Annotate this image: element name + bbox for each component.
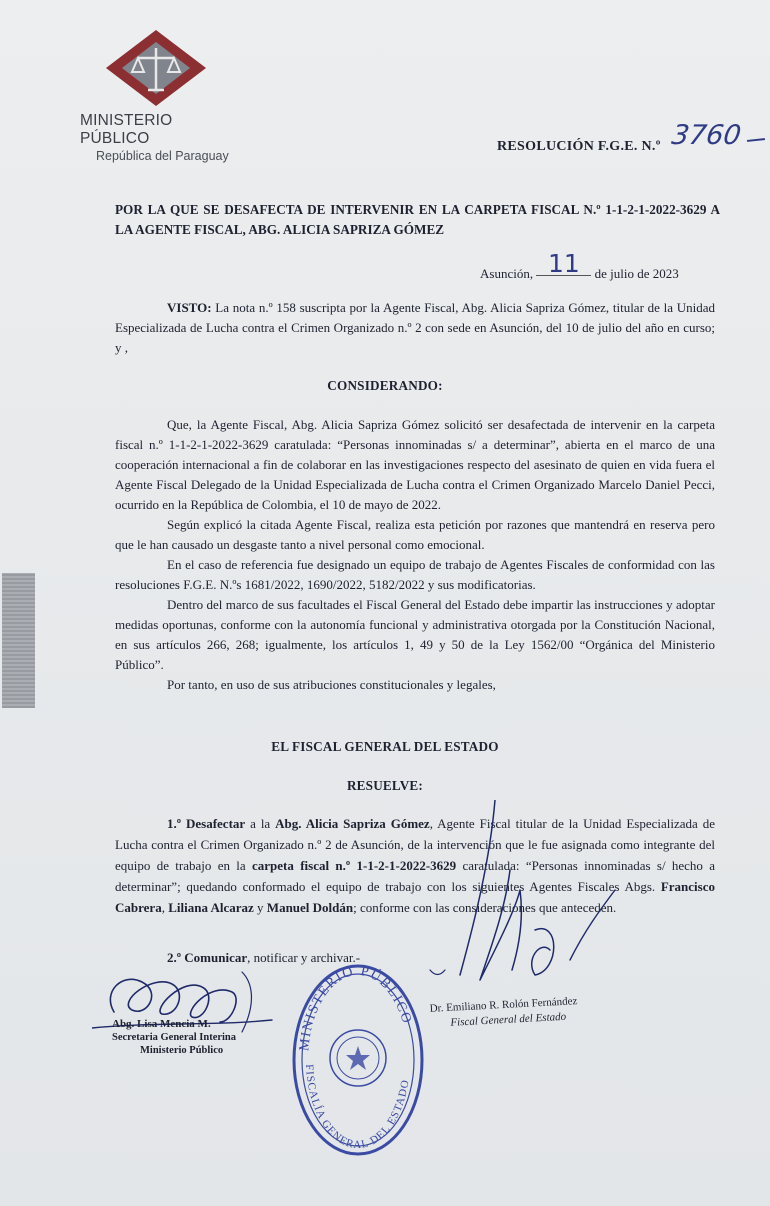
org-country: República del Paraguay [96, 149, 229, 163]
item2-number: 2.º [167, 950, 182, 965]
left-signature-block [112, 1018, 272, 1057]
scales-of-justice-icon [104, 28, 208, 108]
org-logo [80, 28, 240, 163]
official-stamp [288, 960, 428, 1165]
left-signer-name: Abg. Lisa Mencia M. [112, 1018, 211, 1030]
considerando-paragraph: Que, la Agente Fiscal, Abg. Alicia Sapriza Gómez solicitó ser desafectada de intervenir en la carpeta fiscal n.º 1-1-2-1-2022-3629 caratulada: “Personas innominadas s/ a determinar”, abierta en el marco de una cooperación internacional a fin de colaborar en las investigaciones respecto del asesinato de quien en vida fuera el Agente Fiscal Delegado de la Unidad Especializada de Lucha contra el Crimen Organizado Marcelo Daniel Pecci, ocurrido en la República de Colombia, el 10 de mayo de 2022. [115, 417, 715, 512]
date-place: Asunción, [480, 266, 534, 281]
item1-text: , Agente Fiscal titular de la Unidad Especializada de Lucha contra el Crimen Organizado n.º 2 de Asunción, de la intervención que le fue asignada como integrante del equipo de trabajo en la [115, 816, 715, 873]
item1-number: 1.º [167, 816, 182, 831]
visto-label: VISTO: [167, 300, 212, 315]
considerando-body [115, 415, 715, 695]
left-signer-org: Ministerio Público [140, 1045, 224, 1056]
considerando-paragraph: Por tanto, en uso de sus atribuciones constitucionales y legales, [167, 677, 496, 692]
item1-text: a la [245, 816, 276, 831]
item1-text: caratulada: “Personas innominadas s/ hecho a determinar”; quedando conformado el equipo de trabajo con los siguientes Agentes Fiscales Abgs. [115, 858, 716, 894]
national-seal-icon [330, 1030, 386, 1086]
item2-verb: Comunicar [184, 950, 248, 965]
resolution-label: RESOLUCIÓN F.G.E. N.º [497, 139, 661, 154]
stamp-bottom-text: FISCALÍA GENERAL DEL ESTADO [303, 1063, 412, 1152]
resuelve-item-1 [115, 813, 715, 918]
item1-text: y [253, 900, 267, 915]
item1-text: , [161, 900, 169, 915]
considerando-paragraph: Según explicó la citada Agente Fiscal, realiza esta petición por razones que mantendrá en reserva pero que le han causado un desgaste tanto a nivel personal como emocional. [115, 517, 715, 552]
right-signature-block [429, 994, 578, 1032]
resuelve-heading: RESUELVE: [346, 778, 424, 793]
item1-folder: carpeta fiscal n.º 1-1-2-1-2022-3629 [252, 858, 457, 873]
left-signer-title: Secretaria General Interina [112, 1032, 237, 1043]
right-signature-scrawl [420, 800, 620, 1000]
stamp-top-text: MINISTERIO PÚBLICO [297, 963, 415, 1052]
considerando-heading: CONSIDERANDO: [327, 378, 443, 393]
right-signer-title: Fiscal General del Estado [450, 1010, 567, 1029]
considerando-paragraph: Dentro del marco de sus facultades el Fiscal General del Estado debe impartir las instrucciones y adoptar medidas oportunas, conforme con la autonomía funcional y administrativa otorgada por la Constitución Nacional, en sus artículos 266, 268; igualmente, los artículos 1, 49 y 50 de la Ley 1562/00 “Orgánica del Ministerio Público”. [115, 597, 715, 672]
org-name: MINISTERIO PÚBLICO [80, 112, 173, 147]
item1-verb: Desafectar [185, 816, 246, 831]
date-line [480, 249, 679, 282]
svg-text:MINISTERIO PÚBLICO [297, 964, 414, 1052]
agent-name: Liliana Alcaraz [168, 900, 254, 915]
considerando-paragraph: En el caso de referencia fue designado un equipo de trabajo de Agentes Fiscales de conformidad con las resoluciones F.G.E. N.ºs 1681/2022, 1690/2022, 5182/2022 y sus modificatorias. [115, 557, 715, 592]
date-rest: de julio de 2023 [594, 266, 679, 281]
resolution-number: 3760 [669, 120, 743, 151]
resolution-subject: POR LA QUE SE DESAFECTA DE INTERVENIR EN LA CARPETA FISCAL N.º 1-1-2-1-2022-3629 A LA AGENTE FISCAL, ABG. ALICIA SAPRIZA GÓMEZ [115, 202, 720, 237]
item1-name: Abg. Alicia Sapriza Gómez [275, 816, 430, 831]
right-signer-name: Dr. Emiliano R. Rolón Fernández [429, 995, 578, 1015]
item1-text: ; conforme con las consideraciones que anteceden. [353, 900, 617, 915]
date-day: 11 [536, 253, 591, 276]
item2-text: , notificar y archivar.- [247, 950, 361, 965]
agent-name: Manuel Doldán [266, 900, 354, 915]
visto-text: La nota n.º 158 suscripta por la Agente Fiscal, Abg. Alicia Sapriza Gómez, titular de la Unidad Especializada de Lucha contra el Crimen Organizado n.º 2 con sede en Asunción, del 10 de julio del año en curso; y , [115, 300, 715, 355]
resolution-dash [747, 138, 765, 142]
visto-section [115, 298, 715, 358]
authority-heading: EL FISCAL GENERAL DEL ESTADO [271, 739, 499, 754]
agent-name: Francisco Cabrera [115, 879, 715, 915]
page-tab-edge [2, 573, 35, 708]
